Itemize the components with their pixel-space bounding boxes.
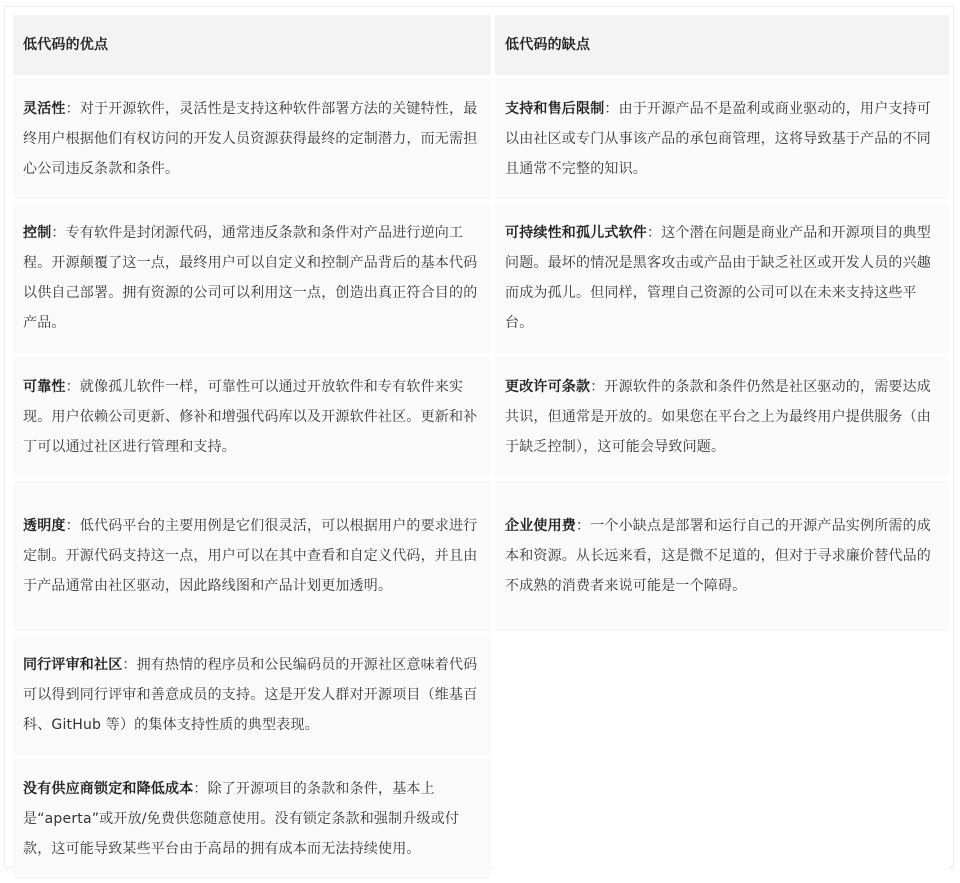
con-cell — [495, 79, 949, 199]
pro-term: 同行评审和社区 — [23, 657, 123, 673]
con-term: 更改许可条款 — [505, 379, 591, 395]
pro-cell — [13, 203, 491, 353]
table-row — [13, 357, 949, 477]
pro-term: 可靠性 — [23, 379, 66, 395]
pro-description: 除了开源项目的条款和条件，基本上是“aperta”或开放/免费供您随意使用。没有锁定条款和强制升级或付款，这可能导致某些平台由于高昂的拥有成本而无法持续使用。 — [23, 781, 460, 857]
pro-term: 控制 — [23, 225, 52, 241]
table-header-row — [13, 15, 949, 75]
term-separator: ： — [122, 657, 137, 673]
pro-description: 就像孤儿软件一样，可靠性可以通过开放软件和专有软件来实现。用户依赖公司更新、修补和增强代码库以及开源软件社区。更新和补丁可以通过社区进行管理和支持。 — [23, 379, 478, 455]
empty-cell — [495, 635, 949, 755]
pros-cons-table — [9, 11, 953, 883]
term-separator: ： — [590, 379, 605, 395]
pro-term: 透明度 — [23, 518, 66, 534]
pro-term: 灵活性 — [23, 101, 66, 117]
term-separator: ： — [193, 781, 208, 797]
pro-cell — [13, 635, 491, 755]
pro-description: 专有软件是封闭源代码，通常违反条款和条件对产品进行逆向工程。开源颠覆了这一点，最终用户可以自定义和控制产品背后的基本代码以供自己部署。拥有资源的公司可以利用这一点，创造出真正符合目的的产品。 — [23, 225, 478, 331]
con-cell — [495, 203, 949, 353]
empty-cell — [495, 759, 949, 879]
con-description: 一个小缺点是部署和运行自己的开源产品实例所需的成本和资源。从长远来看，这是微不足道的，但对于寻求廉价替代品的不成熟的消费者来说可能是一个障碍。 — [505, 518, 932, 594]
term-separator: ： — [65, 379, 80, 395]
term-separator: ： — [51, 225, 66, 241]
table-row — [13, 759, 949, 879]
con-term: 可持续性和孤儿式软件 — [505, 225, 647, 241]
con-cell — [495, 481, 949, 631]
pro-cell — [13, 357, 491, 477]
term-separator: ： — [647, 225, 662, 241]
pro-description: 对于开源软件，灵活性是支持这种软件部署方法的关键特性，最终用户根据他们有权访问的开发人员资源获得最终的定制潜力，而无需担心公司违反条款和条件。 — [23, 101, 478, 177]
term-separator: ： — [65, 101, 80, 117]
table-row — [13, 481, 949, 631]
term-separator: ： — [65, 518, 80, 534]
header-pros: 低代码的优点 — [13, 15, 491, 75]
comparison-container — [4, 6, 954, 868]
table-row — [13, 79, 949, 199]
con-term: 支持和售后限制 — [505, 101, 605, 117]
table-row — [13, 635, 949, 755]
pro-cell — [13, 79, 491, 199]
pro-cell — [13, 759, 491, 879]
con-description: 由于开源产品不是盈利或商业驱动的，用户支持可以由社区或专门从事该产品的承包商管理，这将导致基于产品的不同且通常不完整的知识。 — [505, 101, 932, 177]
header-cons: 低代码的缺点 — [495, 15, 949, 75]
term-separator: ： — [604, 101, 619, 117]
con-description: 开源软件的条款和条件仍然是社区驱动的，需要达成共识，但通常是开放的。如果您在平台之上为最终用户提供服务（由于缺乏控制），这可能会导致问题。 — [505, 379, 932, 455]
pro-description: 低代码平台的主要用例是它们很灵活，可以根据用户的要求进行定制。开源代码支持这一点，用户可以在其中查看和自定义代码，并且由于产品通常由社区驱动，因此路线图和产品计划更加透明。 — [23, 518, 478, 594]
table-row — [13, 203, 949, 353]
con-description: 这个潜在问题是商业产品和开源项目的典型问题。最坏的情况是黑客攻击或产品由于缺乏社区或开发人员的兴趣而成为孤儿。但同样，管理自己资源的公司可以在未来支持这些平台。 — [505, 225, 932, 331]
pro-cell — [13, 481, 491, 631]
pro-description: 拥有热情的程序员和公民编码员的开源社区意味着代码可以得到同行评审和善意成员的支持。这是开发人群对开源项目（维基百科、GitHub 等）的集体支持性质的典型表现。 — [23, 657, 478, 733]
pro-term: 没有供应商锁定和降低成本 — [23, 781, 194, 797]
con-cell — [495, 357, 949, 477]
term-separator: ： — [576, 518, 591, 534]
con-term: 企业使用费 — [505, 518, 576, 534]
